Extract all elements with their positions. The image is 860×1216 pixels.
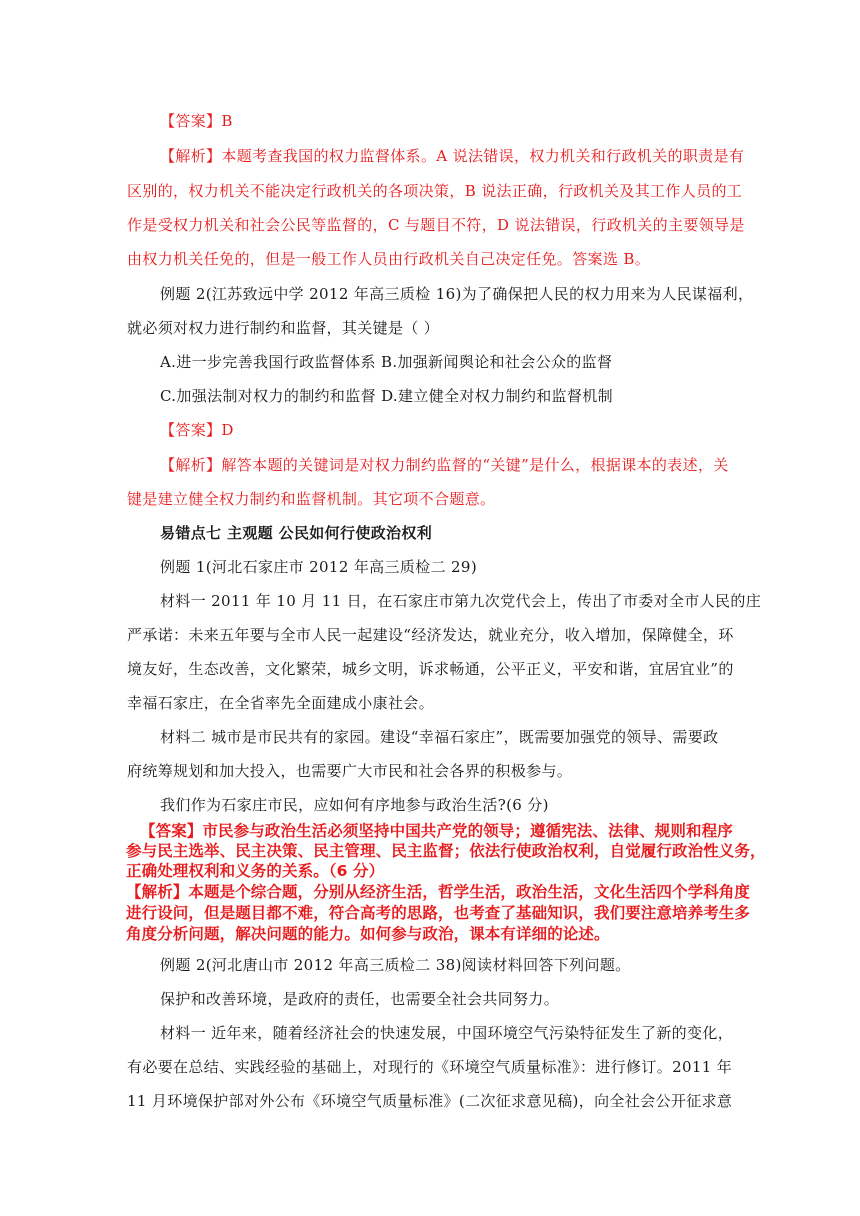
answer-line bbox=[160, 420, 737, 440]
answer-block-line: 进行设问，但是题目都不难，符合高考的思路，也考查了基础知识，我们要注意培养考生多 bbox=[126, 904, 751, 922]
question-line: 例题 2(江苏致远中学 2012 年高三质检 16)为了确保把人民的权力用来为人民谋福利， bbox=[160, 285, 754, 303]
material-line: 严承诺：未来五年要与全市人民一起建设“经济发达，就业充分，收入增加，保障健全，环 bbox=[127, 626, 734, 644]
analysis-line: 作是受权力机关和社会公民等监督的，C 与题目不符，D 说法错误，行政机关的主要领导是 bbox=[127, 216, 745, 234]
option-line: A.进一步完善我国行政监督体系 B.加强新闻舆论和社会公众的监督 bbox=[160, 353, 613, 371]
analysis-label: 【解析】 bbox=[160, 456, 222, 474]
analysis-text: 本题考查我国的权力监督体系。A 说法错误，权力机关和行政机关的职责是有 bbox=[221, 147, 745, 165]
analysis-text: 解答本题的关键词是对权力制约监督的“关键”是什么，根据课本的表述，关 bbox=[221, 456, 729, 474]
analysis-label: 【解析】 bbox=[160, 147, 222, 165]
analysis-line: 由权力机关任免的，但是一般工作人员由行政机关自己决定任免。答案选 B。 bbox=[127, 250, 651, 268]
answer-block-line: 角度分析问题，解决问题的能力。如何参与政治，课本有详细的论述。 bbox=[126, 925, 610, 943]
answer-label: 【答案】 bbox=[160, 421, 222, 439]
answer-block-line: 【解析】本题是个综合题，分别从经济生活，哲学生活，政治生活，文化生活四个学科角度 bbox=[126, 883, 751, 901]
answer-block-line: 【答案】市民参与政治生活必须坚持中国共产党的领导；遵循宪法、法律、规则和程序 bbox=[140, 822, 733, 840]
option-line: C.加强法制对权力的制约和监督 D.建立健全对权力制约和监督机制 bbox=[160, 387, 613, 405]
analysis-line bbox=[160, 146, 745, 166]
example-title: 例题 1(河北石家庄市 2012 年高三质检二 29) bbox=[160, 558, 478, 576]
analysis-line bbox=[160, 455, 737, 475]
material-line: 幸福石家庄，在全省率先全面建成小康社会。 bbox=[127, 694, 435, 712]
material-line: 材料一 2011 年 10 月 11 日，在石家庄市第九次党代会上，传出了市委对全市人民的庄 bbox=[160, 592, 762, 610]
material-line: 有必要在总结、实践经验的基础上，对现行的《环境空气质量标准》：进行修订。2011 年 bbox=[127, 1058, 733, 1076]
answer-block-line: 参与民主选举、民主决策、民主管理、民主监督；依法行使政治权利，自觉履行政治性义务， bbox=[126, 842, 766, 860]
answer-label: 【答案】 bbox=[160, 112, 222, 130]
section-heading: 易错点七 主观题 公民如何行使政治权利 bbox=[160, 524, 433, 542]
answer-block-line: 正确处理权利和义务的关系。（6 分） bbox=[126, 862, 385, 880]
example-title: 例题 2(河北唐山市 2012 年高三质检二 38)阅读材料回答下列问题。 bbox=[160, 956, 631, 974]
material-line: 11 月环境保护部对外公布《环境空气质量标准》(二次征求意见稿)，向全社会公开征求意 bbox=[127, 1092, 733, 1110]
material-line: 材料一 近年来，随着经济社会的快速发展，中国环境空气污染特征发生了新的变化， bbox=[160, 1024, 734, 1042]
answer-value: B bbox=[221, 112, 233, 130]
material-line: 境友好，生态改善，文化繁荣，城乡文明，诉求畅通，公平正义，平安和谐，宜居宜业”的 bbox=[127, 660, 734, 678]
answer-line bbox=[160, 111, 737, 131]
intro-line: 保护和改善环境，是政府的责任，也需要全社会共同努力。 bbox=[160, 990, 560, 1008]
answer-value: D bbox=[221, 421, 234, 439]
analysis-line: 区别的，权力机关不能决定行政机关的各项决策，B 说法正确，行政机关及其工作人员的工 bbox=[127, 182, 743, 200]
analysis-line: 键是建立健全权力制约和监督机制。其它项不合题意。 bbox=[127, 490, 496, 508]
question-line: 就必须对权力进行制约和监督，其关键是（ ） bbox=[127, 319, 440, 337]
material-line: 材料二 城市是市民共有的家园。建设“幸福石家庄”，既需要加强党的领导、需要政 bbox=[160, 728, 719, 746]
material-line: 府统筹规划和加大投入，也需要广大市民和社会各界的积极参与。 bbox=[127, 762, 573, 780]
question-line: 我们作为石家庄市民，应如何有序地参与政治生活?(6 分) bbox=[160, 796, 549, 814]
